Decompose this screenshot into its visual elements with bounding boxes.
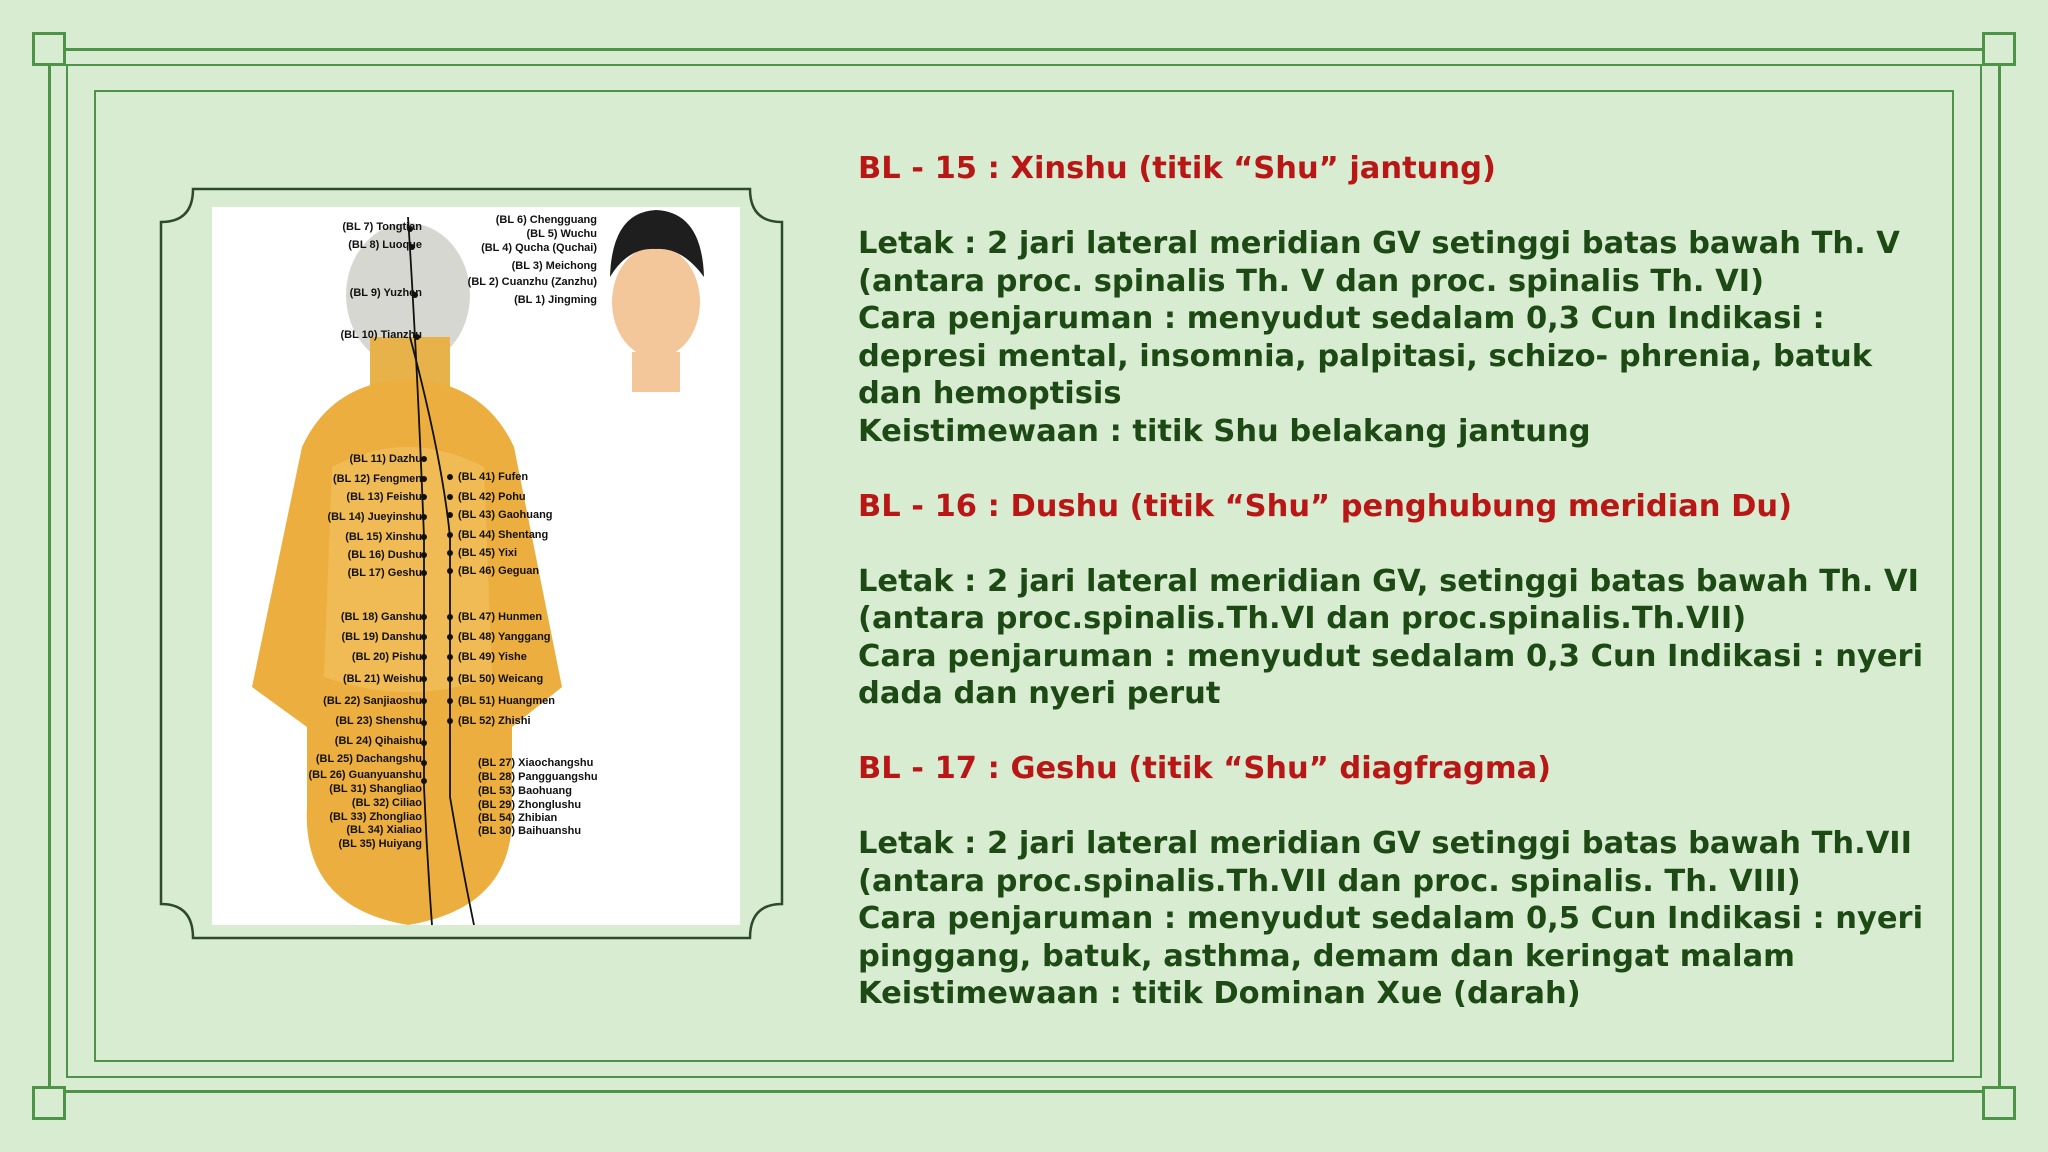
bladder-meridian-illustration (212, 207, 740, 925)
label-bl53: (BL 53) Baohuang (478, 785, 572, 797)
corner-ornament-top-right (1982, 32, 2016, 66)
label-bl30: (BL 30) Baihuanshu (478, 825, 582, 837)
label-bl48: (BL 48) Yanggang (458, 631, 551, 643)
spacer (858, 788, 1938, 826)
label-bl17: (BL 17) Geshu (347, 567, 422, 579)
label-bl29: (BL 29) Zhonglushu (478, 799, 582, 811)
label-bl47: (BL 47) Hunmen (458, 611, 543, 623)
label-bl21: (BL 21) Weishu (342, 673, 422, 685)
spacer (858, 713, 1938, 751)
bl16-cara-penjaruman: Cara penjaruman : menyudut sedalam 0,3 Cun Indikasi : nyeri dada dan nyeri perut (858, 638, 1924, 711)
label-bl15: (BL 15) Xinshu (345, 531, 422, 543)
bl17-cara-penjaruman: Cara penjaruman : menyudut sedalam 0,5 Cun Indikasi : nyeri pinggang, batuk, asthma, demam dan keringat malam (858, 901, 1924, 974)
corner-ornament-bottom-left (32, 1086, 66, 1120)
label-bl9: (BL 9) Yuzhen (349, 287, 422, 299)
label-bl34: (BL 34) Xialiao (346, 824, 422, 836)
label-bl50: (BL 50) Weicang (458, 673, 544, 685)
label-bl44: (BL 44) Shentang (458, 529, 549, 541)
section-heading-bl17: BL - 17 : Geshu (titik “Shu” diagfragma) (858, 751, 1552, 786)
label-bl31: (BL 31) Shangliao (329, 783, 422, 795)
bl15-keistimewaan: Keistimewaan : titik Shu belakang jantung (858, 413, 1591, 449)
label-bl27: (BL 27) Xiaochangshu (478, 757, 594, 769)
label-bl35: (BL 35) Huiyang (338, 838, 422, 850)
label-bl32: (BL 32) Ciliao (351, 797, 422, 809)
bl15-cara-penjaruman: Cara penjaruman : menyudut sedalam 0,3 Cun Indikasi : depresi mental, insomnia, palpitasi, schizo- phrenia, batuk dan hemoptisis (858, 301, 1873, 411)
label-bl14: (BL 14) Jueyinshu (327, 511, 422, 523)
label-bl5: (BL 5) Wuchu (526, 228, 597, 240)
label-bl28: (BL 28) Pangguangshu (478, 771, 598, 783)
label-bl20: (BL 20) Pishu (351, 651, 422, 663)
label-bl54: (BL 54) Zhibian (478, 812, 558, 824)
content-text (858, 150, 1938, 1013)
label-bl22: (BL 22) Sanjiaoshu (323, 695, 422, 707)
label-bl10: (BL 10) Tianzhu (340, 329, 422, 341)
label-bl1: (BL 1) Jingming (514, 294, 597, 306)
label-bl3: (BL 3) Meichong (511, 260, 597, 272)
spacer (858, 525, 1938, 563)
label-bl25: (BL 25) Dachangshu (315, 753, 422, 765)
label-bl23: (BL 23) Shenshu (335, 715, 422, 727)
spacer (858, 188, 1938, 226)
spacer (858, 450, 1938, 488)
label-bl46: (BL 46) Geguan (458, 565, 540, 577)
section-heading-bl15: BL - 15 : Xinshu (titik “Shu” jantung) (858, 151, 1496, 186)
label-bl18: (BL 18) Ganshu (340, 611, 422, 623)
label-bl6: (BL 6) Chengguang (495, 214, 597, 226)
label-bl7: (BL 7) Tongtian (342, 221, 422, 233)
bl17-keistimewaan: Keistimewaan : titik Dominan Xue (darah) (858, 976, 1581, 1011)
label-bl45: (BL 45) Yixi (458, 547, 518, 559)
label-bl26: (BL 26) Guanyuanshu (308, 769, 422, 781)
label-bl16: (BL 16) Dushu (347, 549, 422, 561)
bl15-letak: Letak : 2 jari lateral meridian GV setinggi batas bawah Th. V (antara proc. spinalis Th. V dan proc. spinalis Th. VI) (858, 226, 1900, 299)
label-bl51: (BL 51) Huangmen (458, 695, 555, 707)
label-bl52: (BL 52) Zhishi (458, 715, 531, 727)
label-bl42: (BL 42) Pohu (458, 491, 526, 503)
label-bl24: (BL 24) Qihaishu (334, 735, 422, 747)
label-bl33: (BL 33) Zhongliao (329, 811, 422, 823)
label-bl43: (BL 43) Gaohuang (458, 509, 553, 521)
label-bl49: (BL 49) Yishe (458, 651, 527, 663)
label-bl8: (BL 8) Luoque (348, 239, 422, 251)
label-bl41: (BL 41) Fufen (458, 471, 529, 483)
bl17-letak: Letak : 2 jari lateral meridian GV setinggi batas bawah Th.VII (antara proc.spinalis.Th.VII dan proc. spinalis. Th. VIII) (858, 826, 1912, 899)
section-heading-bl16: BL - 16 : Dushu (titik “Shu” penghubung meridian Du) (858, 488, 1793, 524)
label-bl13: (BL 13) Feishu (346, 491, 422, 503)
bl16-letak: Letak : 2 jari lateral meridian GV, setinggi batas bawah Th. VI (antara proc.spinalis.Th.VI dan proc.spinalis.Th.VII) (858, 563, 1919, 636)
label-bl11: (BL 11) Dazhu (349, 453, 422, 465)
label-bl2: (BL 2) Cuanzhu (Zanzhu) (467, 276, 597, 288)
label-bl19: (BL 19) Danshu (341, 631, 422, 643)
label-bl4: (BL 4) Qucha (Quchai) (481, 242, 597, 254)
label-bl12: (BL 12) Fengmen (332, 473, 422, 485)
corner-ornament-top-left (32, 32, 66, 66)
corner-ornament-bottom-right (1982, 1086, 2016, 1120)
front-face (612, 246, 700, 358)
